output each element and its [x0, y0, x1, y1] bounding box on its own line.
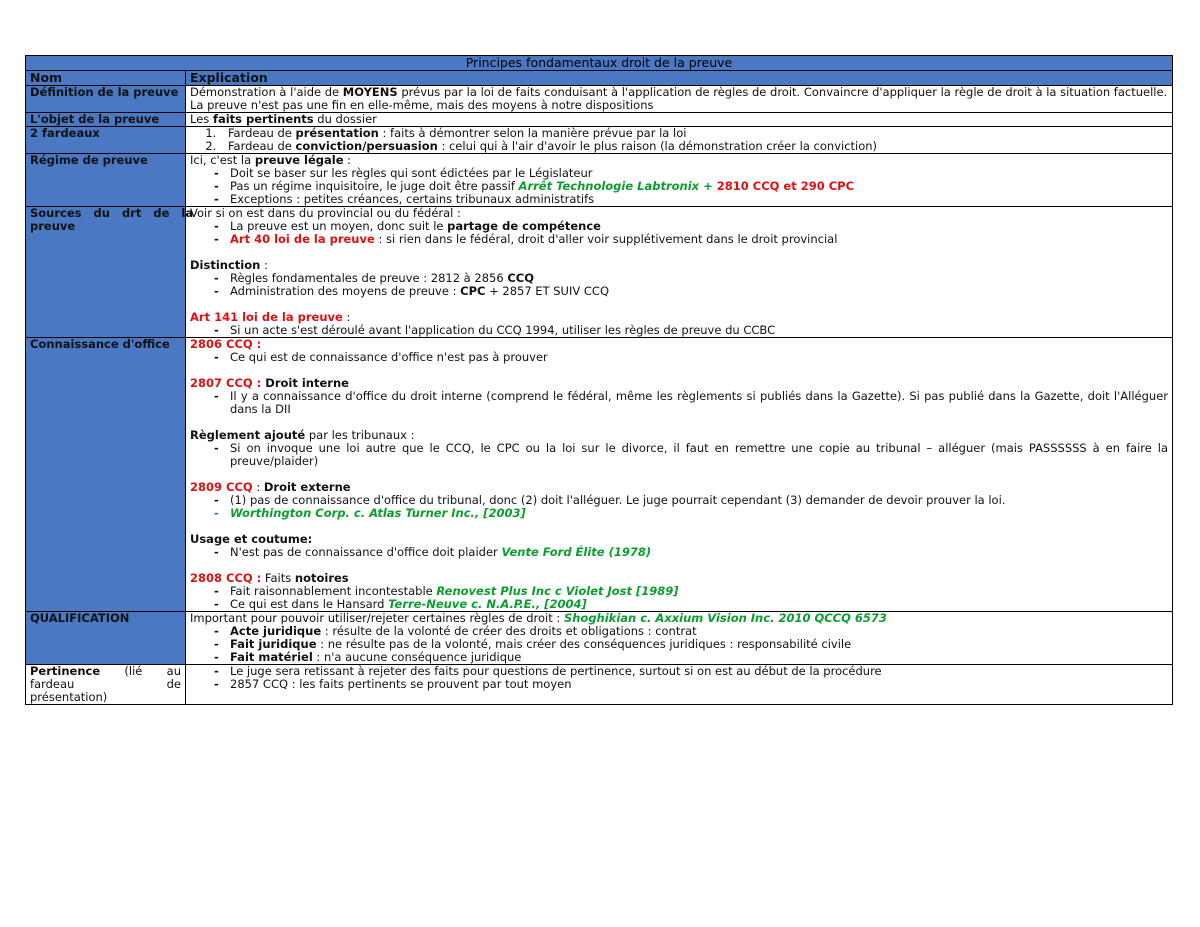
row-name: Sources du drt de la preuve — [26, 207, 186, 338]
table-row — [26, 612, 1173, 665]
list-item: - La preuve est un moyen, donc suit le partage de compétence — [214, 220, 1168, 233]
table-row — [26, 86, 1173, 113]
row-explanation: Ici, c'est la preuve légale : - Doit se baser sur les règles qui sont édictées par le Législateur - Pas un régime inquisitoire, le juge doit être passif Arrêt Technologie Labtronix + 2810 CCQ et 290 CPC - Exceptions : petites créances, certains tribunaux administratifs — [186, 154, 1173, 207]
row-explanation: Démonstration à l'aide de MOYENS prévus par la loi de faits conduisant à l'application de règles de droit. Convaincre d'appliquer la règle de droit à la situation factuelle. La preuve n'est pas une fin en elle-même, mais des moyens à notre dispositions — [186, 86, 1173, 113]
list-item: - 2857 CCQ : les faits pertinents se prouvent par tout moyen — [214, 678, 1168, 691]
list-item: 2. Fardeau de conviction/persuasion : celui qui à l'air d'avoir le plus raison (la démonstration créer la conviction) — [220, 140, 1168, 153]
row-name: 2 fardeaux — [26, 127, 186, 154]
table-row — [26, 665, 1173, 705]
header-explication: Explication — [186, 71, 1173, 86]
list-item: - Fait raisonnablement incontestable Renovest Plus Inc c Violet Jost [1989] — [214, 585, 1168, 598]
row-name: Pertinence (lié au fardeau de présentation) — [26, 665, 186, 705]
list-item: - Il y a connaissance d'office du droit interne (comprend le fédéral, même les règlements si publiés dans la Gazette). Si pas publié dans la Gazette, doit l'Alléguer dans la DII — [214, 390, 1168, 416]
row-explanation — [186, 127, 1173, 154]
list-item: - Règles fondamentales de preuve : 2812 à 2856 CCQ — [214, 272, 1168, 285]
list-item: - Ce qui est de connaissance d'office n'est pas à prouver — [214, 351, 1168, 364]
list-item: - Le juge sera retissant à rejeter des faits pour questions de pertinence, surtout si on est au début de la procédure — [214, 665, 1168, 678]
table-row — [26, 154, 1173, 207]
table-row — [26, 127, 1173, 154]
row-explanation: Important pour pouvoir utiliser/rejeter certaines règles de droit : Shoghikian c. Axxium Vision Inc. 2010 QCCQ 6573 - Acte juridique : résulte de la volonté de créer des droits et obligations : contrat - Fait juridique : ne résulte pas de la volonté, mais créer des conséquences juridiques : responsabilité civile - Fait matériel : n'a aucune conséquence juridique — [186, 612, 1173, 665]
list-item: - Pas un régime inquisitoire, le juge doit être passif Arrêt Technologie Labtronix + 2810 CCQ et 290 CPC — [214, 180, 1168, 193]
table-row — [26, 113, 1173, 127]
document-table — [25, 55, 1173, 705]
list-item: - (1) pas de connaissance d'office du tribunal, donc (2) doit l'alléguer. Le juge pourrait cependant (3) demander de devoir prouver la loi. — [214, 494, 1168, 507]
list-item: - Ce qui est dans le Hansard Terre-Neuve c. N.A.P.E., [2004] — [214, 598, 1168, 611]
list-item: - Si on invoque une loi autre que le CCQ, le CPC ou la loi sur le divorce, il faut en remettre une copie au tribunal – alléguer (mais PASSSSSS à en faire la preuve/plaider) — [214, 442, 1168, 468]
header-nom: Nom — [26, 71, 186, 86]
table-title: Principes fondamentaux droit de la preuve — [26, 56, 1173, 71]
row-name: Régime de preuve — [26, 154, 186, 207]
row-name: Connaissance d'office — [26, 338, 186, 612]
list-item: - Exceptions : petites créances, certains tribunaux administratifs — [214, 193, 1168, 206]
list-item: - Acte juridique : résulte de la volonté de créer des droits et obligations : contrat — [214, 625, 1168, 638]
row-explanation: 2806 CCQ : - Ce qui est de connaissance d'office n'est pas à prouver 2807 CCQ : Droit interne - Il y a connaissance d'office du droit interne (comprend le fédéral, même les règlements si publiés dans la Gazette). Si pas publié dans la Gazette, doit l'Alléguer dans la DII Règlement ajouté par les tribunaux : - Si on invoque une loi autre que le CCQ, le CPC ou la loi sur le divorce, il faut en remettre une copie au tribunal – alléguer (mais PASSSSSS à en faire la preuve/plaider) 2809 CCQ : Droit externe - (1) pas de connaissance d'office du tribunal, donc (2) doit l'alléguer. Le juge pourrait cependant (3) demander de devoir prouver la loi. - Worthington Corp. c. Atlas Turner Inc., [2003] Usage et coutume: - N'est pas de connaissance d'office doit plaider Vente Ford Élite (1978) 2808 CCQ : Faits notoires - Fait raisonnablement incontestable Renovest Plus Inc c Violet Jost [1989] - Ce qui est dans le Hansard Terre-Neuve c. N.A.P.E., [2004] — [186, 338, 1173, 612]
list-item: - Doit se baser sur les règles qui sont édictées par le Législateur — [214, 167, 1168, 180]
table-row — [26, 207, 1173, 338]
list-item: - Fait juridique : ne résulte pas de la volonté, mais créer des conséquences juridiques : responsabilité civile — [214, 638, 1168, 651]
list-item: - Si un acte s'est déroulé avant l'application du CCQ 1994, utiliser les règles de preuve du CCBC — [214, 324, 1168, 337]
list-item: - Worthington Corp. c. Atlas Turner Inc., [2003] — [214, 507, 1168, 520]
list-item: - Art 40 loi de la preuve : si rien dans le fédéral, droit d'aller voir supplétivement dans le droit provincial — [214, 233, 1168, 246]
row-name: QUALIFICATION — [26, 612, 186, 665]
row-explanation — [186, 665, 1173, 705]
row-explanation: Voir si on est dans du provincial ou du fédéral : - La preuve est un moyen, donc suit le partage de compétence - Art 40 loi de la preuve : si rien dans le fédéral, droit d'aller voir supplétivement dans le droit provincial Distinction : - Règles fondamentales de preuve : 2812 à 2856 CCQ - Administration des moyens de preuve : CPC + 2857 ET SUIV CCQ Art 141 loi de la preuve : - Si un acte s'est déroulé avant l'application du CCQ 1994, utiliser les règles de preuve du CCBC — [186, 207, 1173, 338]
row-name: Définition de la preuve — [26, 86, 186, 113]
list-item: - Fait matériel : n'a aucune conséquence juridique — [214, 651, 1168, 664]
list-item: 1. Fardeau de présentation : faits à démontrer selon la manière prévue par la loi — [220, 127, 1168, 140]
list-item: - N'est pas de connaissance d'office doit plaider Vente Ford Élite (1978) — [214, 546, 1168, 559]
list-item: - Administration des moyens de preuve : CPC + 2857 ET SUIV CCQ — [214, 285, 1168, 298]
table-row — [26, 338, 1173, 612]
row-name: L'objet de la preuve — [26, 113, 186, 127]
row-explanation: Les faits pertinents du dossier — [186, 113, 1173, 127]
